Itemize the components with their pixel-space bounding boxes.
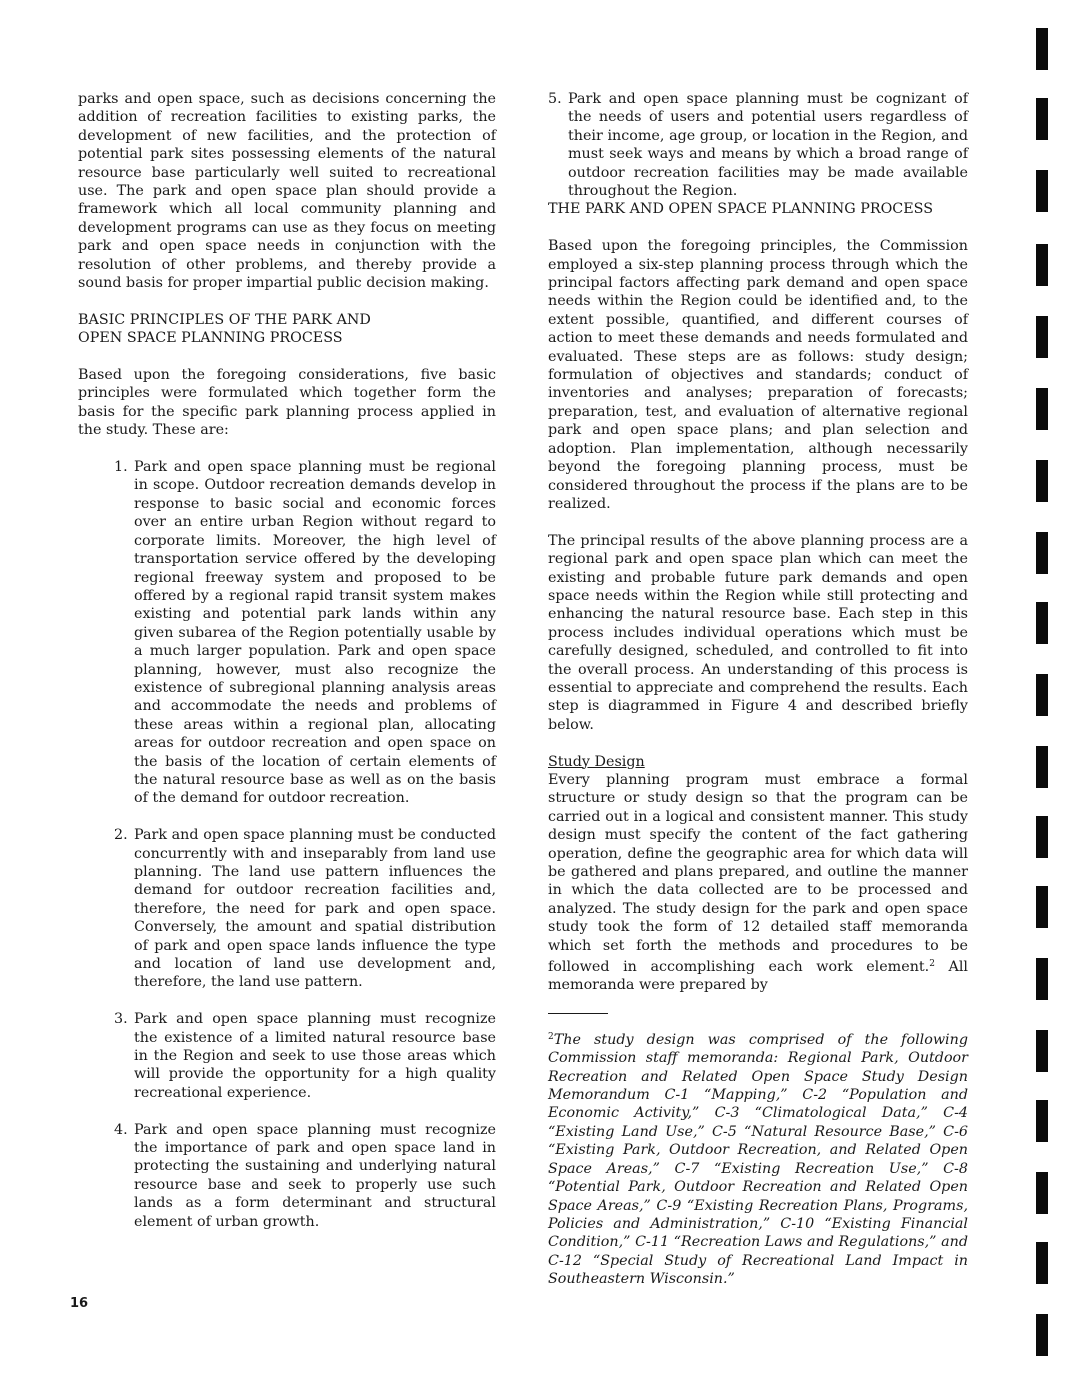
principles-list: [78, 458, 496, 1231]
footnote-divider: [548, 1013, 608, 1014]
process-paragraph-1: Based upon the foregoing principles, the Commission employed a six-step planning process through which the principal factors affecting park demand and open space needs within the Region could be identified and, to the extent possible, quantified, and different courses of action to meet these demands and needs formulated and evaluated. These steps are as follows: study design; formulation of objectives and standards; conduct of inventories and analyses; preparation of forecasts; preparation, test, and evaluation of alternative regional park and open space plans; and plan selection and adoption. Plan implementation, although necessarily beyond the foregoing planning process, must be considered throughout the process if the plans are to be realized.: [548, 238, 968, 512]
footnote: [548, 1028, 968, 1289]
binding-bar: [1036, 244, 1048, 286]
study-design-tail: All memoranda were prepared by: [548, 959, 968, 994]
binding-bar: [1036, 28, 1048, 70]
binding-bar: [1036, 886, 1048, 928]
list-item-number: 1.: [114, 459, 128, 476]
binding-bar: [1036, 674, 1048, 716]
binding-bar: [1036, 98, 1048, 140]
heading-line-2: OPEN SPACE PLANNING PROCESS: [78, 330, 343, 347]
list-item: [78, 826, 496, 992]
principles-intro-paragraph: Based upon the foregoing considerations, five basic principles were formulated which together form the basis for the specific park planning process applied in the study. These are:: [78, 367, 496, 439]
list-item: [78, 1121, 496, 1231]
list-item-number: 2.: [114, 827, 128, 844]
list-item-text: Park and open space planning must be conducted concurrently with and inseparably from land use planning. The land use pattern influences the demand for outdoor recreation facilities and, therefore, the need for park and open space. Conversely, the amount and spatial distribution of park and open space lands influence the type and location of land use development and, therefore, the land use pattern.: [134, 827, 496, 991]
binding-bar: [1036, 1100, 1048, 1142]
binding-bar: [1036, 1314, 1048, 1356]
binding-marks: [1036, 0, 1050, 1380]
list-item: [78, 1010, 496, 1102]
study-design-text: Every planning program must embrace a formal structure or study design so that the program can be carried out in a logical and consistent manner. This study design must specify the content of the fact gathering operation, define the geographic area for which data will be gathered and plans prepared, and outline the manner in which the data collected are to be processed and analyzed. The study design for the park and open space study took the form of 12 detailed staff memoranda which set forth the methods and procedures to be followed in accomplishing each work element.: [548, 771, 968, 976]
list-item-number: 3.: [114, 1011, 128, 1028]
binding-bar: [1036, 532, 1048, 574]
list-item-text: Park and open space planning must be cognizant of the needs of users and potential users regardless of their income, age group, or location in the Region, and must seek ways and means by which a broad range of outdoor recreation facilities may be made available throughout the Region.: [568, 91, 968, 200]
binding-bar: [1036, 170, 1048, 212]
study-design-heading: Study Design: [548, 753, 645, 770]
page-number: 16: [70, 1296, 89, 1311]
list-item-number: 4.: [114, 1121, 128, 1138]
list-item-text: Park and open space planning must be regional in scope. Outdoor recreation demands develop in response to basic social and economic forces over an entire urban Region without regard to corporate limits. Moreover, the high level of transportation service offered by the developing regional freeway system and proposed to be offered by a regional rapid transit system makes existing and potential park lands within any given subarea of the Region potentially usable by a much larger population. Park and open space planning, however, must also recognize the existence of subregional planning analysis areas and accommodate the needs and problems of these areas within a regional plan, allocating areas for outdoor recreation and open space on the basis of the location of certain elements of the natural resource base as well as on the basis of the demand for outdoor recreation.: [134, 459, 496, 807]
right-column: [548, 90, 968, 1289]
section-heading-basic-principles: [78, 311, 496, 348]
list-item: [548, 90, 968, 200]
list-item: [78, 458, 496, 808]
list-item-text: Park and open space planning must recognize the importance of park and open space land in protecting the sustaining and underlying natural resource base and seek to properly use such lands as a form determinant and structural element of urban growth.: [134, 1121, 496, 1230]
list-item-text: Park and open space planning must recognize the existence of a limited natural resource base in the Region and seek to use those areas which will provide the opportunity for a high quality recreational experience.: [134, 1011, 496, 1101]
binding-bar: [1036, 316, 1048, 358]
binding-bar: [1036, 602, 1048, 644]
binding-bar: [1036, 1172, 1048, 1214]
list-item-number: 5.: [548, 91, 562, 107]
heading-line-1: BASIC PRINCIPLES OF THE PARK AND: [78, 311, 371, 328]
binding-bar: [1036, 1242, 1048, 1284]
binding-bar: [1036, 1030, 1048, 1072]
binding-bar: [1036, 816, 1048, 858]
left-column: [78, 90, 496, 1231]
footnote-text: The study design was comprised of the following Commission staff memoranda: Regional Park, Outdoor Recreation and Related Open Space Study Design Memorandum C-1 “Mapping,” C-2 “Population and Economic Activity,” C-3 “Climatological Data,” C-4 “Existing Land Use,” C-5 “Natural Resource Base,” C-6 “Existing Park, Outdoor Recreation, and Related Open Space Areas,” C-7 “Existing Recreation Use,” C-8 “Potential Park, Outdoor Recreation and Related Open Space Areas,” C-9 “Existing Recreation Plans, Programs, Policies and Administration,” C-10 “Existing Financial Condition,” C-11 “Recreation Laws and Regulations,” and C-12 “Special Study of Recreational Land Impact in Southeastern Wisconsin.”: [548, 1031, 968, 1288]
intro-paragraph: parks and open space, such as decisions concerning the addition of recreation facilities to existing parks, the development of new facilities, and the protection of potential park sites possessing elements of the natural resource base particularly well suited to recreational use. The park and open space plan should provide a framework which all local community planning and development programs can use as they focus on meeting park and open space needs in conjunction with the resolution of other problems, and thereby provide a sound basis for proper impartial public decision making.: [78, 91, 496, 292]
study-design-paragraph: [548, 771, 968, 995]
section-heading-planning-process: THE PARK AND OPEN SPACE PLANNING PROCESS: [548, 201, 934, 218]
process-paragraph-2: The principal results of the above planning process are a regional park and open space plan which can meet the existing and probable future park demands and open space needs within the Region while still protecting and enhancing the natural resource base. Each step in this process includes individual operations which must be carefully designed, scheduled, and controlled to fit into the overall process. An understanding of this process is essential to appreciate and comprehend the results. Each step is diagrammed in Figure 4 and described briefly below.: [548, 532, 968, 733]
footnote-number: 2: [548, 1031, 554, 1042]
binding-bar: [1036, 958, 1048, 1000]
footnote-reference: 2: [929, 959, 935, 970]
binding-bar: [1036, 746, 1048, 788]
binding-bar: [1036, 460, 1048, 502]
binding-bar: [1036, 388, 1048, 430]
